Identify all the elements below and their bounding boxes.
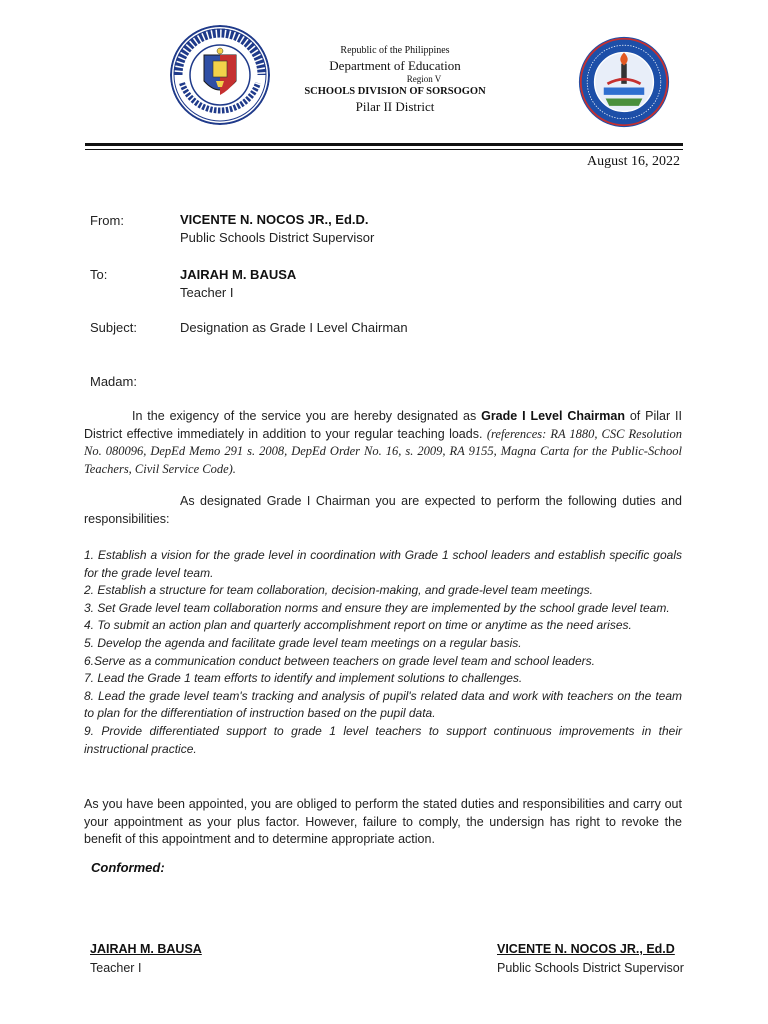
designation-paragraph <box>84 408 682 478</box>
from-block <box>180 211 374 247</box>
letterhead-district: Pilar II District <box>355 99 435 114</box>
sorsogon-division-seal-icon <box>578 36 670 128</box>
duty-item: 3. Set Grade level team collaboration norms and ensure they are implemented by the school grade level team. <box>84 600 670 615</box>
p1-mid: of Pilar II District effective immediately in addition to your regular teaching loads. <box>84 409 683 441</box>
duty-item: 6.Serve as a communication conduct between teachers on grade level team and school leaders. <box>84 653 595 668</box>
supervisor-signature-name: VICENTE N. NOCOS JR., Ed.D <box>497 942 675 956</box>
letterhead <box>270 44 520 116</box>
duties-list <box>84 547 682 758</box>
conformed-label: Conformed: <box>91 860 165 875</box>
subject-value: Designation as Grade I Level Chairman <box>180 320 408 335</box>
to-block <box>180 266 296 302</box>
recipient-signature-title: Teacher I <box>90 961 142 975</box>
letterhead-republic: Republic of the Philippines <box>340 45 450 56</box>
duty-item: 2. Establish a structure for team collaboration, decision-making, and grade-level team meetings. <box>84 583 593 598</box>
subject-label: Subject: <box>90 320 137 335</box>
duty-item: 8. Lead the grade level team's tracking and analysis of pupil's related data and work with teachers on the team to plan for the differentiation of instruction based on the pupil data. <box>84 688 682 721</box>
memo-date: August 16, 2022 <box>587 154 680 169</box>
duty-item: 4. To submit an action plan and quarterly accomplishment report on time or anytime as the need arises. <box>84 618 632 633</box>
letterhead-division: SCHOOLS DIVISION OF SORSOGON <box>304 86 486 97</box>
header-divider-thick <box>85 143 683 146</box>
from-name: VICENTE N. NOCOS JR., Ed.D. <box>180 212 369 227</box>
salutation: Madam: <box>90 374 137 389</box>
to-title: Teacher I <box>180 285 234 300</box>
p1-references: (references: RA 1880, CSC Resolution No. 080096, DepEd Memo 291 s. 2008, DepEd Order No. 16, s. 2009, RA 9155, Magna Carta for the Public-School Teachers, Civil Service Code). <box>84 426 682 476</box>
recipient-signature-name: JAIRAH M. BAUSA <box>90 942 202 956</box>
supervisor-signature-title: Public Schools District Supervisor <box>497 961 684 975</box>
duties-intro-paragraph: As designated Grade I Chairman you are expected to perform the following duties and responsibilities: <box>84 494 682 526</box>
duty-item: 7. Lead the Grade 1 team efforts to identify and implement solutions to challenges. <box>84 671 523 686</box>
letterhead-department: Department of Education <box>329 58 461 73</box>
to-name: JAIRAH M. BAUSA <box>180 267 297 282</box>
duty-item: 5. Develop the agenda and facilitate grade level team meetings on a regular basis. <box>84 635 522 650</box>
header-divider-thin <box>85 149 683 150</box>
deped-seal-icon <box>170 25 270 125</box>
letterhead-region: Region V <box>406 74 442 84</box>
duty-item: 1. Establish a vision for the grade level in coordination with Grade 1 school leaders and establish specific goals for the grade level team. <box>84 548 682 580</box>
from-label: From: <box>90 213 124 228</box>
p1-position: Grade I Level Chairman <box>481 409 625 423</box>
from-title: Public Schools District Supervisor <box>180 230 375 245</box>
closing-paragraph: As you have been appointed, you are obliged to perform the stated duties and responsibilities and carry out your appointment as your plus factor. However, failure to comply, the undersign has right to revoke the benefit of this appointment and to determine appropriate action. <box>84 797 682 846</box>
p1-lead: In the exigency of the service you are hereby designated as <box>132 409 482 423</box>
to-label: To: <box>90 267 108 282</box>
duty-item: 9. Provide differentiated support to grade 1 level teachers to support continuous improvements in their instructional practice. <box>84 723 682 756</box>
